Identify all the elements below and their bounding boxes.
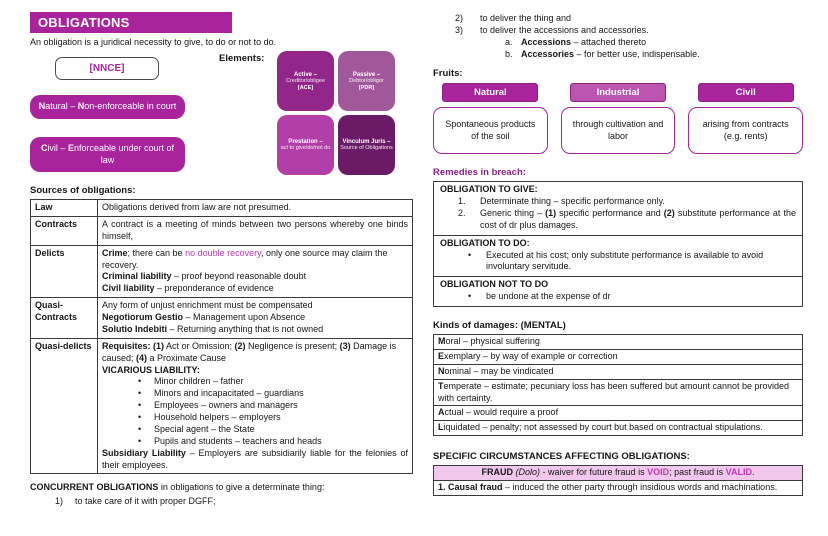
remedy-item-1: 1. Determinate thing – specific performance only. <box>458 196 665 207</box>
quasi-contracts-line-3: Solutio Indebiti – Returning anything that is not owned <box>102 323 324 334</box>
fraud-causal-row: 1. Causal fraud – induced the other party through insidious words and machinations. <box>434 480 802 495</box>
damages-row-liquidated: Liquidated – penalty; not assessed by court but based on contractual stipulations. <box>434 420 802 435</box>
remedies-section-do <box>434 236 802 278</box>
fruit-card-industrial <box>561 83 676 154</box>
right-column <box>433 12 803 496</box>
concurrent-obligations-paragraph: CONCURRENT OBLIGATIONS in obligations to give a determinate thing: <box>30 482 325 493</box>
concurrent-item-1: 1) to take care of it with proper DGFF; <box>55 496 216 507</box>
damages-heading: Kinds of damages: (MENTAL) <box>433 320 566 332</box>
term-cell: Law <box>31 200 98 217</box>
list-item: • Employees – owners and managers <box>138 400 408 412</box>
delicts-line-crime: Crime; there can be no double recovery, only one source may claim the recovery. <box>102 247 388 270</box>
desc-cell: A contract is a meeting of minds between two persons whereby one binds himself, <box>98 216 413 245</box>
subsidiary-liability-line: Subsidiary Liability – Employers are subsidiarily liable for the felonies of their employees. <box>102 447 408 470</box>
elements-quadrant <box>277 51 395 175</box>
section-heading: OBLIGATION TO GIVE: <box>440 184 538 195</box>
sources-row-delicts <box>31 245 413 298</box>
natural-obligation-pill: Natural – Non-enforceable in court <box>30 95 185 119</box>
sub-item-accessions: a. Accessions – attached thereto <box>505 37 647 48</box>
section-heading: OBLIGATION NOT TO DO <box>440 279 549 290</box>
list-item: • Pupils and students – teachers and heads <box>138 436 408 448</box>
fruit-header: Civil <box>698 83 794 102</box>
quadrant-prestation-cell: Prestation – act to give/do/not do <box>277 115 334 175</box>
quadrant-vinculum-cell: Vinculum Juris – Source of Obligations <box>338 115 395 175</box>
section-heading: OBLIGATION TO DO: <box>440 237 530 248</box>
damages-row-temperate: Temperate – estimate; pecuniary loss has been suffered but amount cannot be provided with certainty. <box>434 379 802 406</box>
vicarious-liability-heading: VICARIOUS LIABILITY: <box>102 364 200 375</box>
concurrent-item-3: 3) to deliver the accessions and accessories. <box>455 25 649 36</box>
term-cell: Delicts <box>31 245 98 298</box>
quasi-contracts-line-2: Negotiorum Gestio – Management upon Absence <box>102 312 306 322</box>
fruit-card-civil <box>688 83 803 154</box>
damages-row-actual: Actual – would require a proof <box>434 405 802 420</box>
list-item: • Special agent – the State <box>138 424 408 436</box>
fraud-highlight-row: FRAUD (Dolo) - waiver for future fraud is VOID; past fraud is VALID. <box>434 466 802 480</box>
remedies-heading: Remedies in breach: <box>433 167 526 179</box>
remedy-bullet: • be undone at the expense of dr <box>440 291 796 303</box>
remedies-table <box>433 181 803 307</box>
sources-row-law <box>31 200 413 217</box>
term-cell: Quasi-Contracts <box>31 298 98 339</box>
desc-cell <box>98 245 413 298</box>
fruit-header: Natural <box>442 83 538 102</box>
sources-table <box>30 199 413 474</box>
sources-row-quasi-contracts <box>31 298 413 339</box>
sub-item-accessories: b. Accessories – for better use, indispensable. <box>505 49 700 60</box>
intro-text: An obligation is a juridical necessity to give, to do or not to do. <box>30 37 277 47</box>
elements-label: Elements: <box>219 53 265 64</box>
left-column <box>30 12 413 508</box>
fruit-body: Spontaneous products of the soil <box>433 107 548 154</box>
delicts-line-criminal: Criminal liability – proof beyond reasonable doubt <box>102 271 307 282</box>
remedy-item-2: 2. Generic thing – (1) specific performance and (2) substitute performance at the cost of dr plus damages. <box>458 207 796 230</box>
remedies-section-give <box>434 182 802 236</box>
fruits-row <box>433 83 803 154</box>
fruits-heading: Fruits: <box>433 68 463 80</box>
fruit-card-natural <box>433 83 548 154</box>
quadrant-active-cell: Active – Creditor/obligee [ACE] <box>277 51 334 111</box>
desc-cell: Obligations derived from law are not presumed. <box>98 200 413 217</box>
quasi-contracts-line-1: Any form of unjust enrichment must be compensated <box>102 300 313 311</box>
desc-cell <box>98 298 413 339</box>
sources-row-quasi-delicts <box>31 338 413 474</box>
fruit-body: through cultivation and labor <box>561 107 676 154</box>
fruit-body: arising from contracts (e.g. rents) <box>688 107 803 154</box>
remedy-bullet: • Executed at his cost; only substitute performance is available to avoid involuntary servitude. <box>440 250 796 274</box>
fraud-table <box>433 465 803 496</box>
list-item: • Minors and incapacitated – guardians <box>138 388 408 400</box>
overview-diagrams <box>30 51 413 179</box>
term-cell: Contracts <box>31 216 98 245</box>
concurrent-item-2: 2) to deliver the thing and <box>455 13 572 23</box>
nnce-mnemonic-box: [NNCE] <box>55 57 159 80</box>
list-item: • Minor children – father <box>138 376 408 388</box>
damages-row-moral: Moral – physical suffering <box>438 336 540 347</box>
sources-heading: Sources of obligations: <box>30 185 136 196</box>
remedies-section-not-to-do <box>434 277 802 306</box>
page-title: OBLIGATIONS <box>30 12 232 33</box>
fruit-header: Industrial <box>570 83 666 102</box>
sources-row-contracts <box>31 216 413 245</box>
desc-cell <box>98 338 413 474</box>
list-item: • Household helpers – employers <box>138 412 408 424</box>
civil-obligation-pill: Civil – Enforceable under court of law <box>30 137 185 172</box>
damages-row-exemplary: Exemplary – by way of example or correction <box>434 349 802 364</box>
damages-row-nominal: Nominal – may be vindicated <box>434 364 802 379</box>
vicarious-liability-list <box>102 376 408 447</box>
damages-table <box>433 334 803 436</box>
quadrant-passive-cell: Passive – Debtor/obligor [PDR] <box>338 51 395 111</box>
specific-circumstances-heading: SPECIFIC CIRCUMSTANCES AFFECTING OBLIGATIONS: <box>433 451 690 463</box>
requisites-line: Requisites: (1) Act or Omission; (2) Negligence is present; (3) Damage is caused; (4) a Proximate Cause <box>102 340 397 363</box>
term-cell: Quasi-delicts <box>31 338 98 474</box>
delicts-line-civil: Civil liability – preponderance of evidence <box>102 283 274 294</box>
